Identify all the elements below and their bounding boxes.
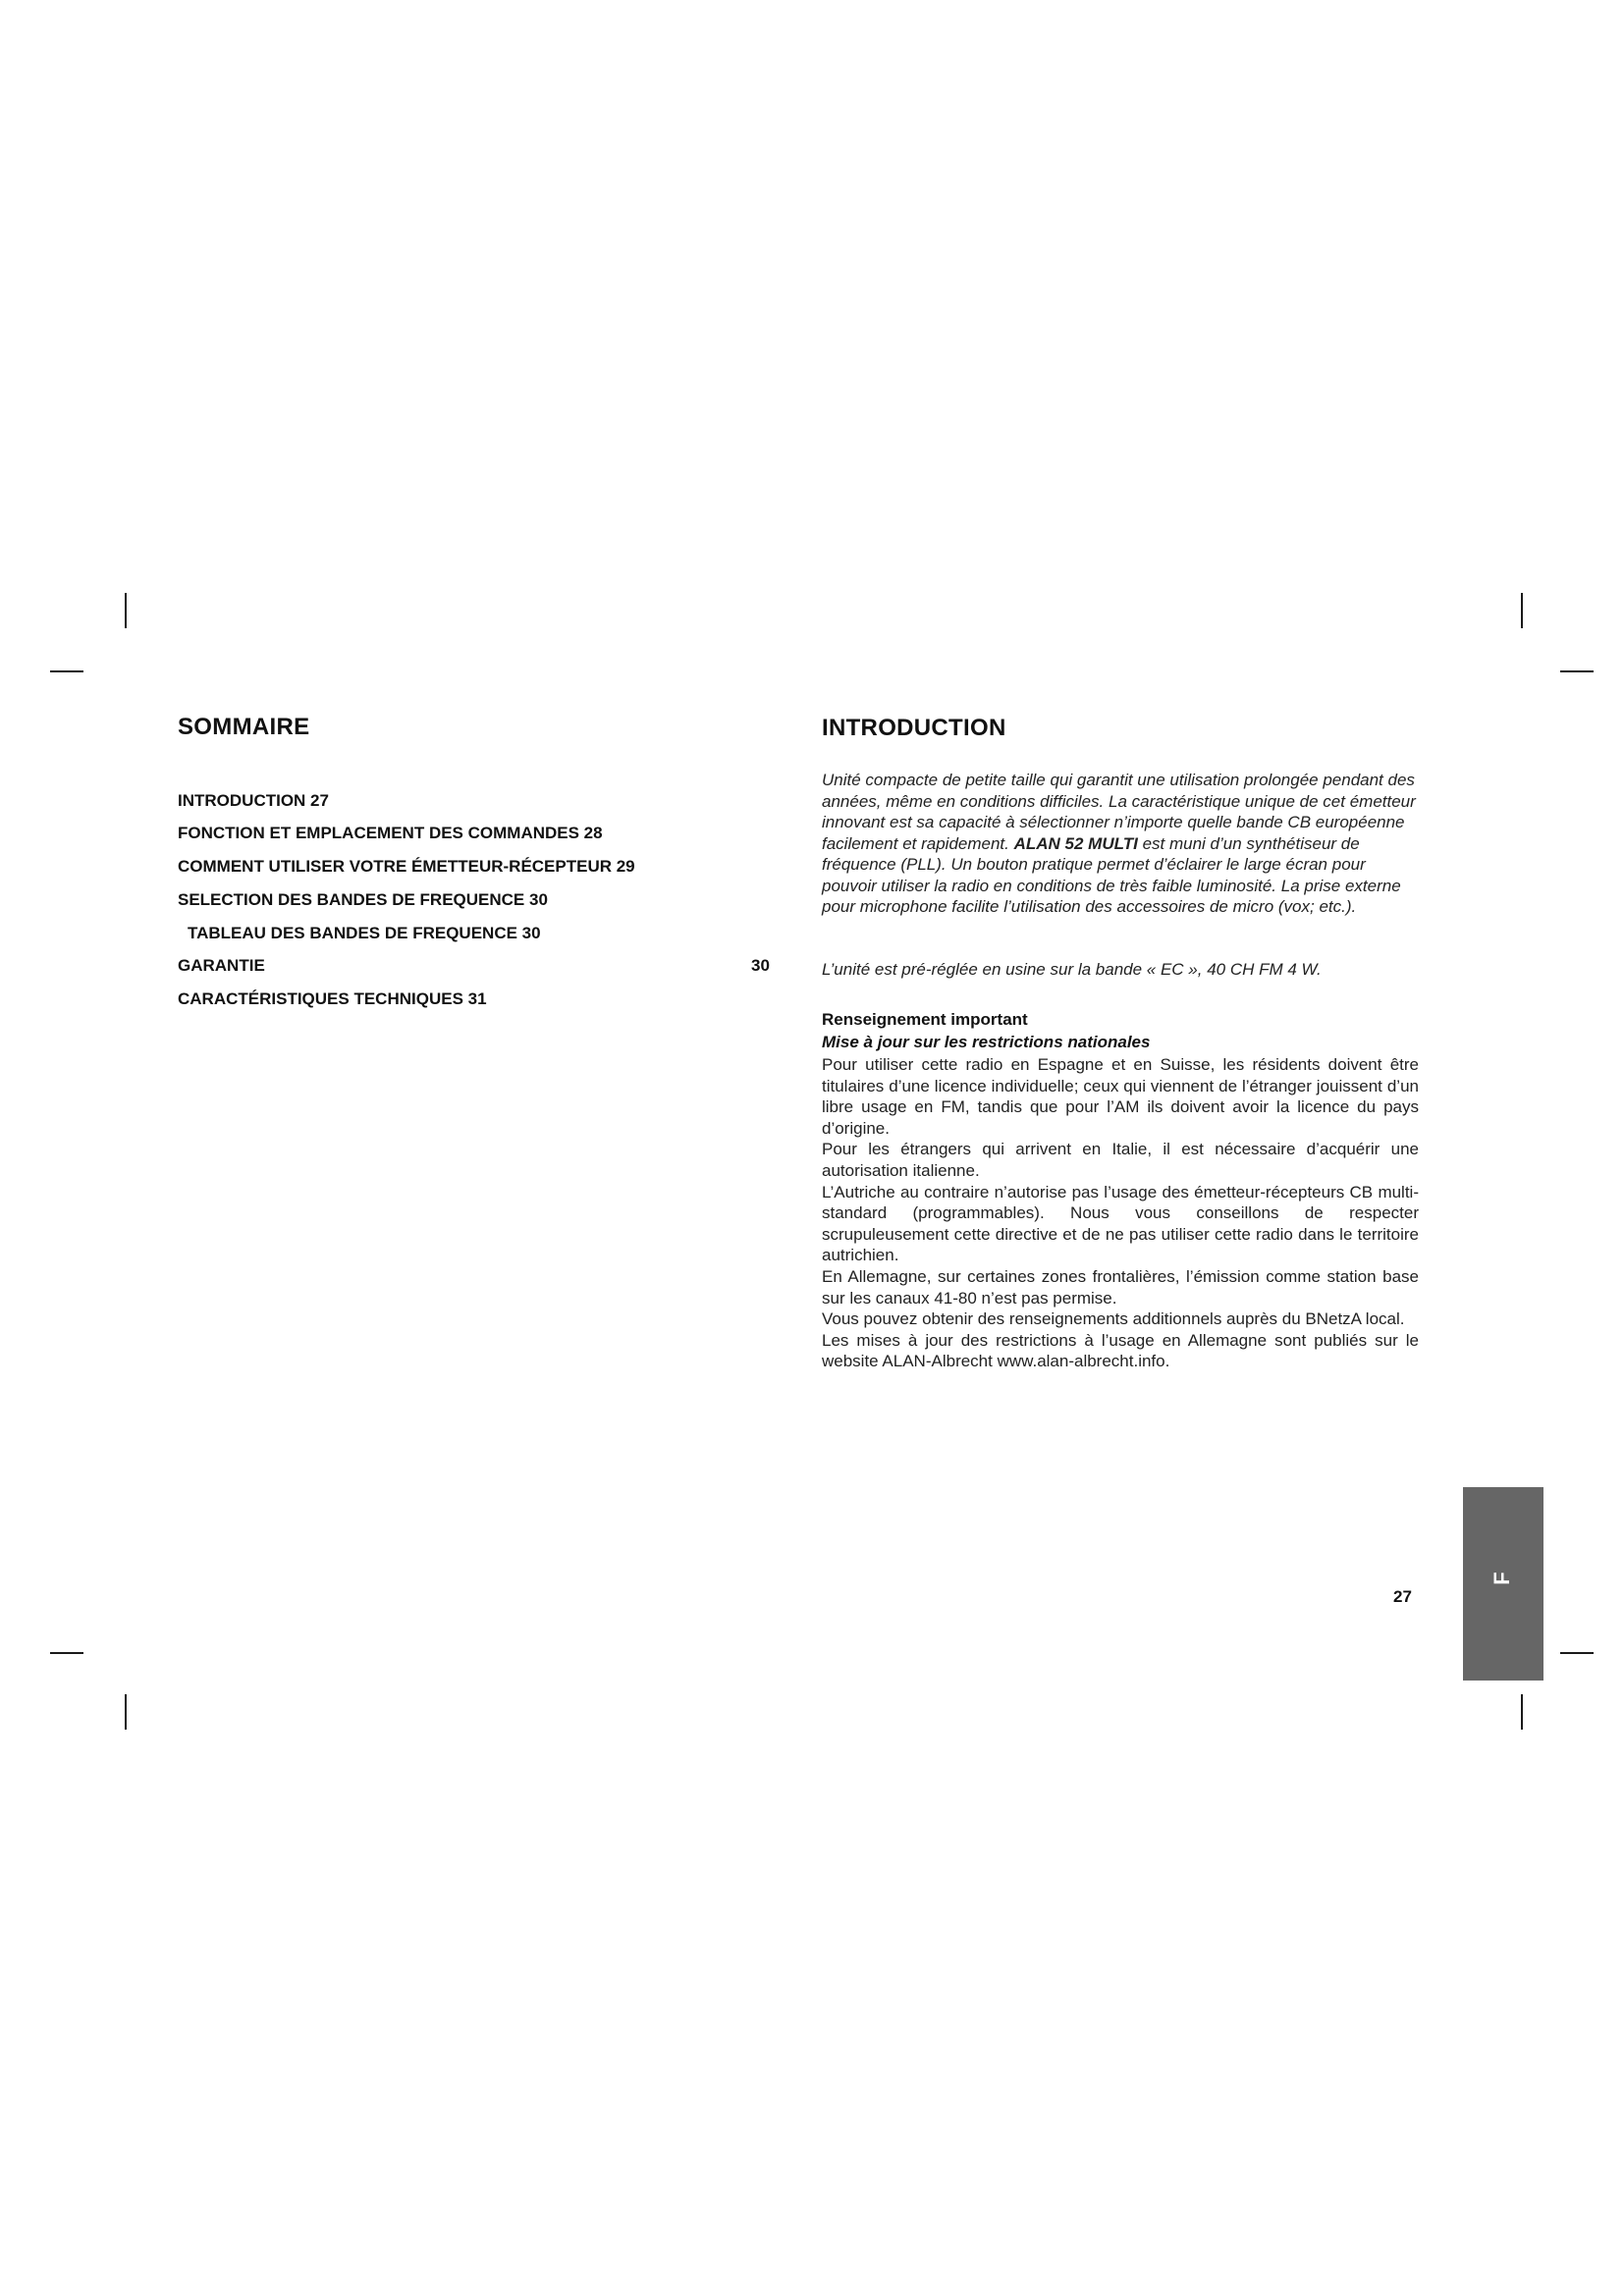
page-number: 27 — [1393, 1587, 1412, 1606]
notice-paragraph-italy: Pour les étrangers qui arrivent en Italie, il est nécessaire d’acquérir une autorisation italienne. — [822, 1140, 1419, 1180]
crop-mark-bottom-left-vertical — [125, 1694, 127, 1730]
crop-mark-top-right-horizontal — [1560, 670, 1594, 672]
introduction-text-part2: est muni d’un synthétiseur de fréquence (PLL). Un bouton pratique permet d’éclairer le large écran pour pouvoir utiliser la radio en conditions de très faible luminosité. La prise externe pour microphone facilite l’utilisation des accessoires de micro (vox; etc.). — [822, 833, 1401, 916]
toc-title: SOMMAIRE — [178, 714, 310, 740]
crop-mark-bottom-left-horizontal — [50, 1652, 83, 1654]
toc-entry-caracteristiques[interactable]: CARACTÉRISTIQUES TECHNIQUES 31 — [178, 989, 487, 1008]
notice-subheading: Mise à jour sur les restrictions nationales — [822, 1033, 1151, 1051]
toc-entry-garantie[interactable]: GARANTIE — [178, 956, 265, 975]
notice-paragraph-spain-switzerland: Pour utiliser cette radio en Espagne et en Suisse, les résidents doivent être titulaires d’une licence individuelle; ceux qui viennent de l’étranger jouissent d’un libre usage en FM, tandis que pour l’AM ils doivent avoir la licence du pays d’origine. — [822, 1055, 1419, 1138]
toc-entry-tableau-bandes[interactable]: TABLEAU DES BANDES DE FREQUENCE 30 — [188, 924, 541, 942]
introduction-text-part1: Unité compacte de petite taille qui garantit une utilisation prolongée pendant des années, même en conditions difficiles. La caractéristique unique de cet émetteur innovant est sa capacité à sélectionner n’importe quelle bande CB européenne facilement et rapidement. — [822, 771, 1416, 853]
notice-paragraph-website: Les mises à jour des restrictions à l’usage en Allemagne sont publiés sur le website ALAN-Albrecht www.alan-albrecht.info. — [822, 1330, 1419, 1371]
notice-paragraph-germany: En Allemagne, sur certaines zones frontalières, l’émission comme station base sur les canaux 41-80 n’est pas permise. — [822, 1266, 1419, 1308]
crop-mark-top-right-vertical — [1521, 593, 1523, 628]
preset-note: L’unité est pré-réglée en usine sur la bande « EC », 40 CH FM 4 W. — [822, 960, 1322, 979]
crop-mark-top-left-vertical — [125, 593, 127, 628]
crop-mark-top-left-horizontal — [50, 670, 83, 672]
introduction-paragraph — [822, 770, 1419, 918]
introduction-title: INTRODUCTION — [822, 715, 1006, 741]
toc-entry-introduction[interactable]: INTRODUCTION 27 — [178, 791, 329, 810]
notice-body — [822, 1054, 1419, 1372]
notice-heading: Renseignement important — [822, 1010, 1028, 1029]
toc-entry-utiliser[interactable]: COMMENT UTILISER VOTRE ÉMETTEUR-RÉCEPTEUR 29 — [178, 857, 635, 876]
product-name: ALAN 52 MULTI — [1013, 833, 1138, 853]
language-tab — [1463, 1487, 1543, 1681]
crop-mark-bottom-right-vertical — [1521, 1694, 1523, 1730]
toc-entry-commandes[interactable]: FONCTION ET EMPLACEMENT DES COMMANDES 28 — [178, 824, 603, 842]
toc-entry-selection-bandes[interactable]: SELECTION DES BANDES DE FREQUENCE 30 — [178, 890, 548, 909]
notice-paragraph-austria: L’Autriche au contraire n’autorise pas l’usage des émetteur-récepteurs CB multi-standard (programmables). Nous vous conseillons de respecter scrupuleusement cette directive et de ne pas utiliser cette radio dans le territoire autrichien. — [822, 1182, 1419, 1265]
notice-paragraph-bnetza: Vous pouvez obtenir des renseignements additionnels auprès du BNetzA local. — [822, 1309, 1405, 1329]
toc-entry-garantie-page: 30 — [751, 956, 770, 975]
language-tab-label: F — [1489, 1572, 1514, 1585]
crop-mark-bottom-right-horizontal — [1560, 1652, 1594, 1654]
